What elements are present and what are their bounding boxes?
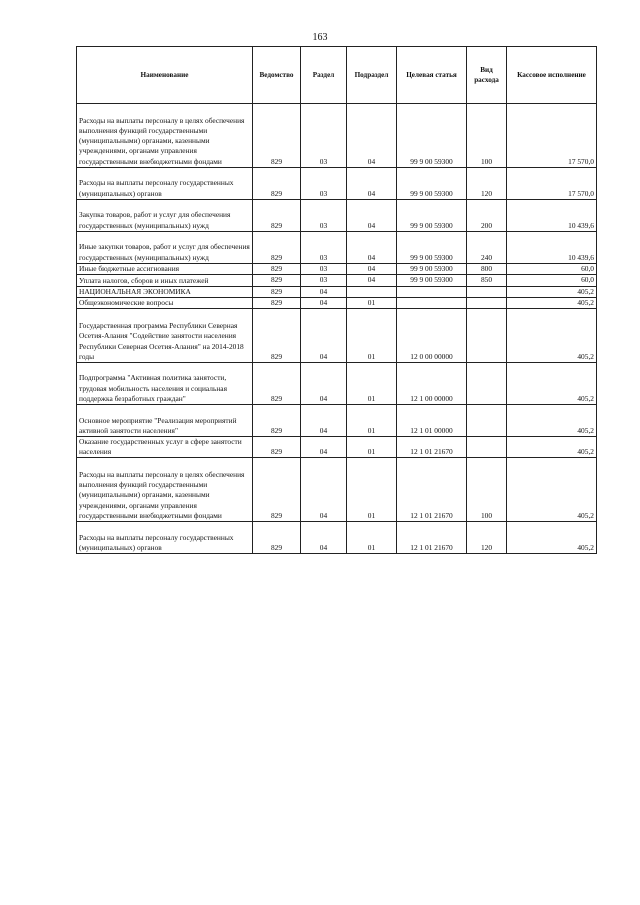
subsection-cell [347, 286, 397, 297]
column-header-target-article: Целевая статья [397, 47, 467, 104]
table-row [77, 522, 597, 554]
expense-type-cell: 120 [467, 522, 507, 554]
subsection-cell: 04 [347, 200, 397, 232]
target-article-cell: 12 1 01 21670 [397, 458, 467, 522]
column-header-expense-type: Вид расхода [467, 47, 507, 104]
column-header-name: Наименование [77, 47, 253, 104]
department-cell: 829 [253, 405, 301, 437]
section-cell: 03 [301, 104, 347, 168]
section-cell: 03 [301, 200, 347, 232]
subsection-cell: 01 [347, 437, 397, 458]
cash-execution-cell: 60,0 [507, 264, 597, 275]
table-row [77, 275, 597, 286]
target-article-cell: 12 0 00 00000 [397, 309, 467, 363]
department-cell: 829 [253, 104, 301, 168]
subsection-cell: 04 [347, 264, 397, 275]
name-text: Государственная программа Республики Северная Осетия-Алания "Содействие занятости населения Республики Северная Осетия-Алания" на 2014-2018 годы [79, 321, 244, 361]
subsection-cell: 01 [347, 309, 397, 363]
cash-execution-cell: 405,2 [507, 363, 597, 405]
subsection-cell: 01 [347, 458, 397, 522]
section-cell: 04 [301, 458, 347, 522]
name-text: Основное мероприятие "Реализация мероприятий активной занятости населения" [79, 415, 237, 435]
section-cell: 04 [301, 286, 347, 297]
cash-execution-cell: 405,2 [507, 458, 597, 522]
subsection-cell: 01 [347, 405, 397, 437]
section-cell: 03 [301, 264, 347, 275]
name-text: Уплата налогов, сборов и иных платежей [79, 275, 209, 285]
name-cell [77, 200, 253, 232]
department-cell: 829 [253, 264, 301, 275]
name-cell [77, 363, 253, 405]
department-cell: 829 [253, 232, 301, 264]
expense-type-cell: 120 [467, 168, 507, 200]
name-cell [77, 405, 253, 437]
subsection-cell: 04 [347, 104, 397, 168]
expense-type-cell: 100 [467, 104, 507, 168]
cash-execution-cell: 405,2 [507, 522, 597, 554]
target-article-cell: 12 1 00 00000 [397, 363, 467, 405]
cash-execution-cell: 10 439,6 [507, 200, 597, 232]
column-header-subsection: Подраздел [347, 47, 397, 104]
section-cell: 03 [301, 168, 347, 200]
target-article-cell: 12 1 01 21670 [397, 437, 467, 458]
subsection-cell: 04 [347, 275, 397, 286]
section-cell: 03 [301, 232, 347, 264]
expense-type-cell [467, 309, 507, 363]
table-row [77, 297, 597, 308]
cash-execution-cell: 60,0 [507, 275, 597, 286]
expense-type-cell [467, 405, 507, 437]
cash-execution-cell: 405,2 [507, 405, 597, 437]
name-text: Расходы на выплаты персоналу в целях обеспечения выполнения функций государственными (муниципальными) органами, казенными учреждениями, органами управления государственными внебюджетными фондами [79, 115, 245, 166]
name-cell [77, 168, 253, 200]
department-cell: 829 [253, 275, 301, 286]
target-article-cell: 12 1 01 00000 [397, 405, 467, 437]
section-cell: 04 [301, 405, 347, 437]
name-text: Подпрограмма "Активная политика занятости, трудовая мобильность населения и социальная поддержка безработных граждан" [79, 373, 227, 403]
cash-execution-cell: 405,2 [507, 437, 597, 458]
expense-type-cell: 240 [467, 232, 507, 264]
name-text: Иные закупки товаров, работ и услуг для обеспечения государственных (муниципальных) нужд [79, 242, 250, 262]
section-cell: 04 [301, 309, 347, 363]
department-cell: 829 [253, 363, 301, 405]
cash-execution-cell: 405,2 [507, 297, 597, 308]
table-row [77, 104, 597, 168]
cash-execution-cell: 405,2 [507, 286, 597, 297]
subsection-cell: 04 [347, 232, 397, 264]
subsection-cell: 01 [347, 522, 397, 554]
table-row [77, 286, 597, 297]
name-text: Общеэкономические вопросы [79, 298, 174, 308]
table-row [77, 200, 597, 232]
cash-execution-cell: 10 439,6 [507, 232, 597, 264]
section-cell: 04 [301, 363, 347, 405]
target-article-cell: 99 9 00 59300 [397, 200, 467, 232]
name-cell [77, 286, 253, 297]
expense-type-cell: 850 [467, 275, 507, 286]
expense-type-cell [467, 286, 507, 297]
name-text: Иные бюджетные ассигнования [79, 264, 180, 274]
name-cell [77, 264, 253, 275]
department-cell: 829 [253, 297, 301, 308]
name-text: НАЦИОНАЛЬНАЯ ЭКОНОМИКА [79, 286, 191, 296]
section-cell: 03 [301, 275, 347, 286]
cash-execution-cell: 405,2 [507, 309, 597, 363]
department-cell: 829 [253, 309, 301, 363]
expense-type-cell [467, 437, 507, 458]
name-text: Оказание государственных услуг в сфере занятости населения [79, 437, 242, 457]
table-row [77, 232, 597, 264]
subsection-cell: 04 [347, 168, 397, 200]
subsection-cell: 01 [347, 363, 397, 405]
target-article-cell: 99 9 00 59300 [397, 264, 467, 275]
name-cell [77, 458, 253, 522]
department-cell: 829 [253, 200, 301, 232]
cash-execution-cell: 17 570,0 [507, 168, 597, 200]
table-row [77, 458, 597, 522]
table-row [77, 309, 597, 363]
department-cell: 829 [253, 168, 301, 200]
cash-execution-cell: 17 570,0 [507, 104, 597, 168]
target-article-cell [397, 297, 467, 308]
budget-table [76, 46, 597, 554]
expense-type-cell: 200 [467, 200, 507, 232]
name-text: Закупка товаров, работ и услуг для обеспечения государственных (муниципальных) нужд [79, 210, 231, 230]
table-row [77, 405, 597, 437]
target-article-cell: 99 9 00 59300 [397, 275, 467, 286]
target-article-cell: 99 9 00 59300 [397, 168, 467, 200]
target-article-cell: 12 1 01 21670 [397, 522, 467, 554]
target-article-cell [397, 286, 467, 297]
column-header-department: Ведомство [253, 47, 301, 104]
expense-type-cell [467, 363, 507, 405]
department-cell: 829 [253, 522, 301, 554]
column-header-cash-execution: Кассовое исполнение [507, 47, 597, 104]
section-cell: 04 [301, 522, 347, 554]
subsection-cell: 01 [347, 297, 397, 308]
department-cell: 829 [253, 286, 301, 297]
section-cell: 04 [301, 437, 347, 458]
name-cell [77, 522, 253, 554]
name-cell [77, 309, 253, 363]
table-row [77, 363, 597, 405]
target-article-cell: 99 9 00 59300 [397, 232, 467, 264]
name-text: Расходы на выплаты персоналу в целях обеспечения выполнения функций государственными (муниципальными) органами, казенными учреждениями, органами управления государственными внебюджетными фондами [79, 469, 245, 520]
header-row [77, 47, 597, 104]
page-number: 163 [312, 32, 328, 43]
table-row [77, 437, 597, 458]
name-text: Расходы на выплаты персоналу государственных (муниципальных) органов [79, 532, 234, 552]
name-cell [77, 297, 253, 308]
table-row [77, 168, 597, 200]
name-cell [77, 437, 253, 458]
name-text: Расходы на выплаты персоналу государственных (муниципальных) органов [79, 178, 234, 198]
department-cell: 829 [253, 437, 301, 458]
table-row [77, 264, 597, 275]
department-cell: 829 [253, 458, 301, 522]
expense-type-cell [467, 297, 507, 308]
expense-type-cell: 800 [467, 264, 507, 275]
expense-type-cell: 100 [467, 458, 507, 522]
column-header-section: Раздел [301, 47, 347, 104]
name-cell [77, 232, 253, 264]
target-article-cell: 99 9 00 59300 [397, 104, 467, 168]
name-cell [77, 104, 253, 168]
section-cell: 04 [301, 297, 347, 308]
name-cell [77, 275, 253, 286]
